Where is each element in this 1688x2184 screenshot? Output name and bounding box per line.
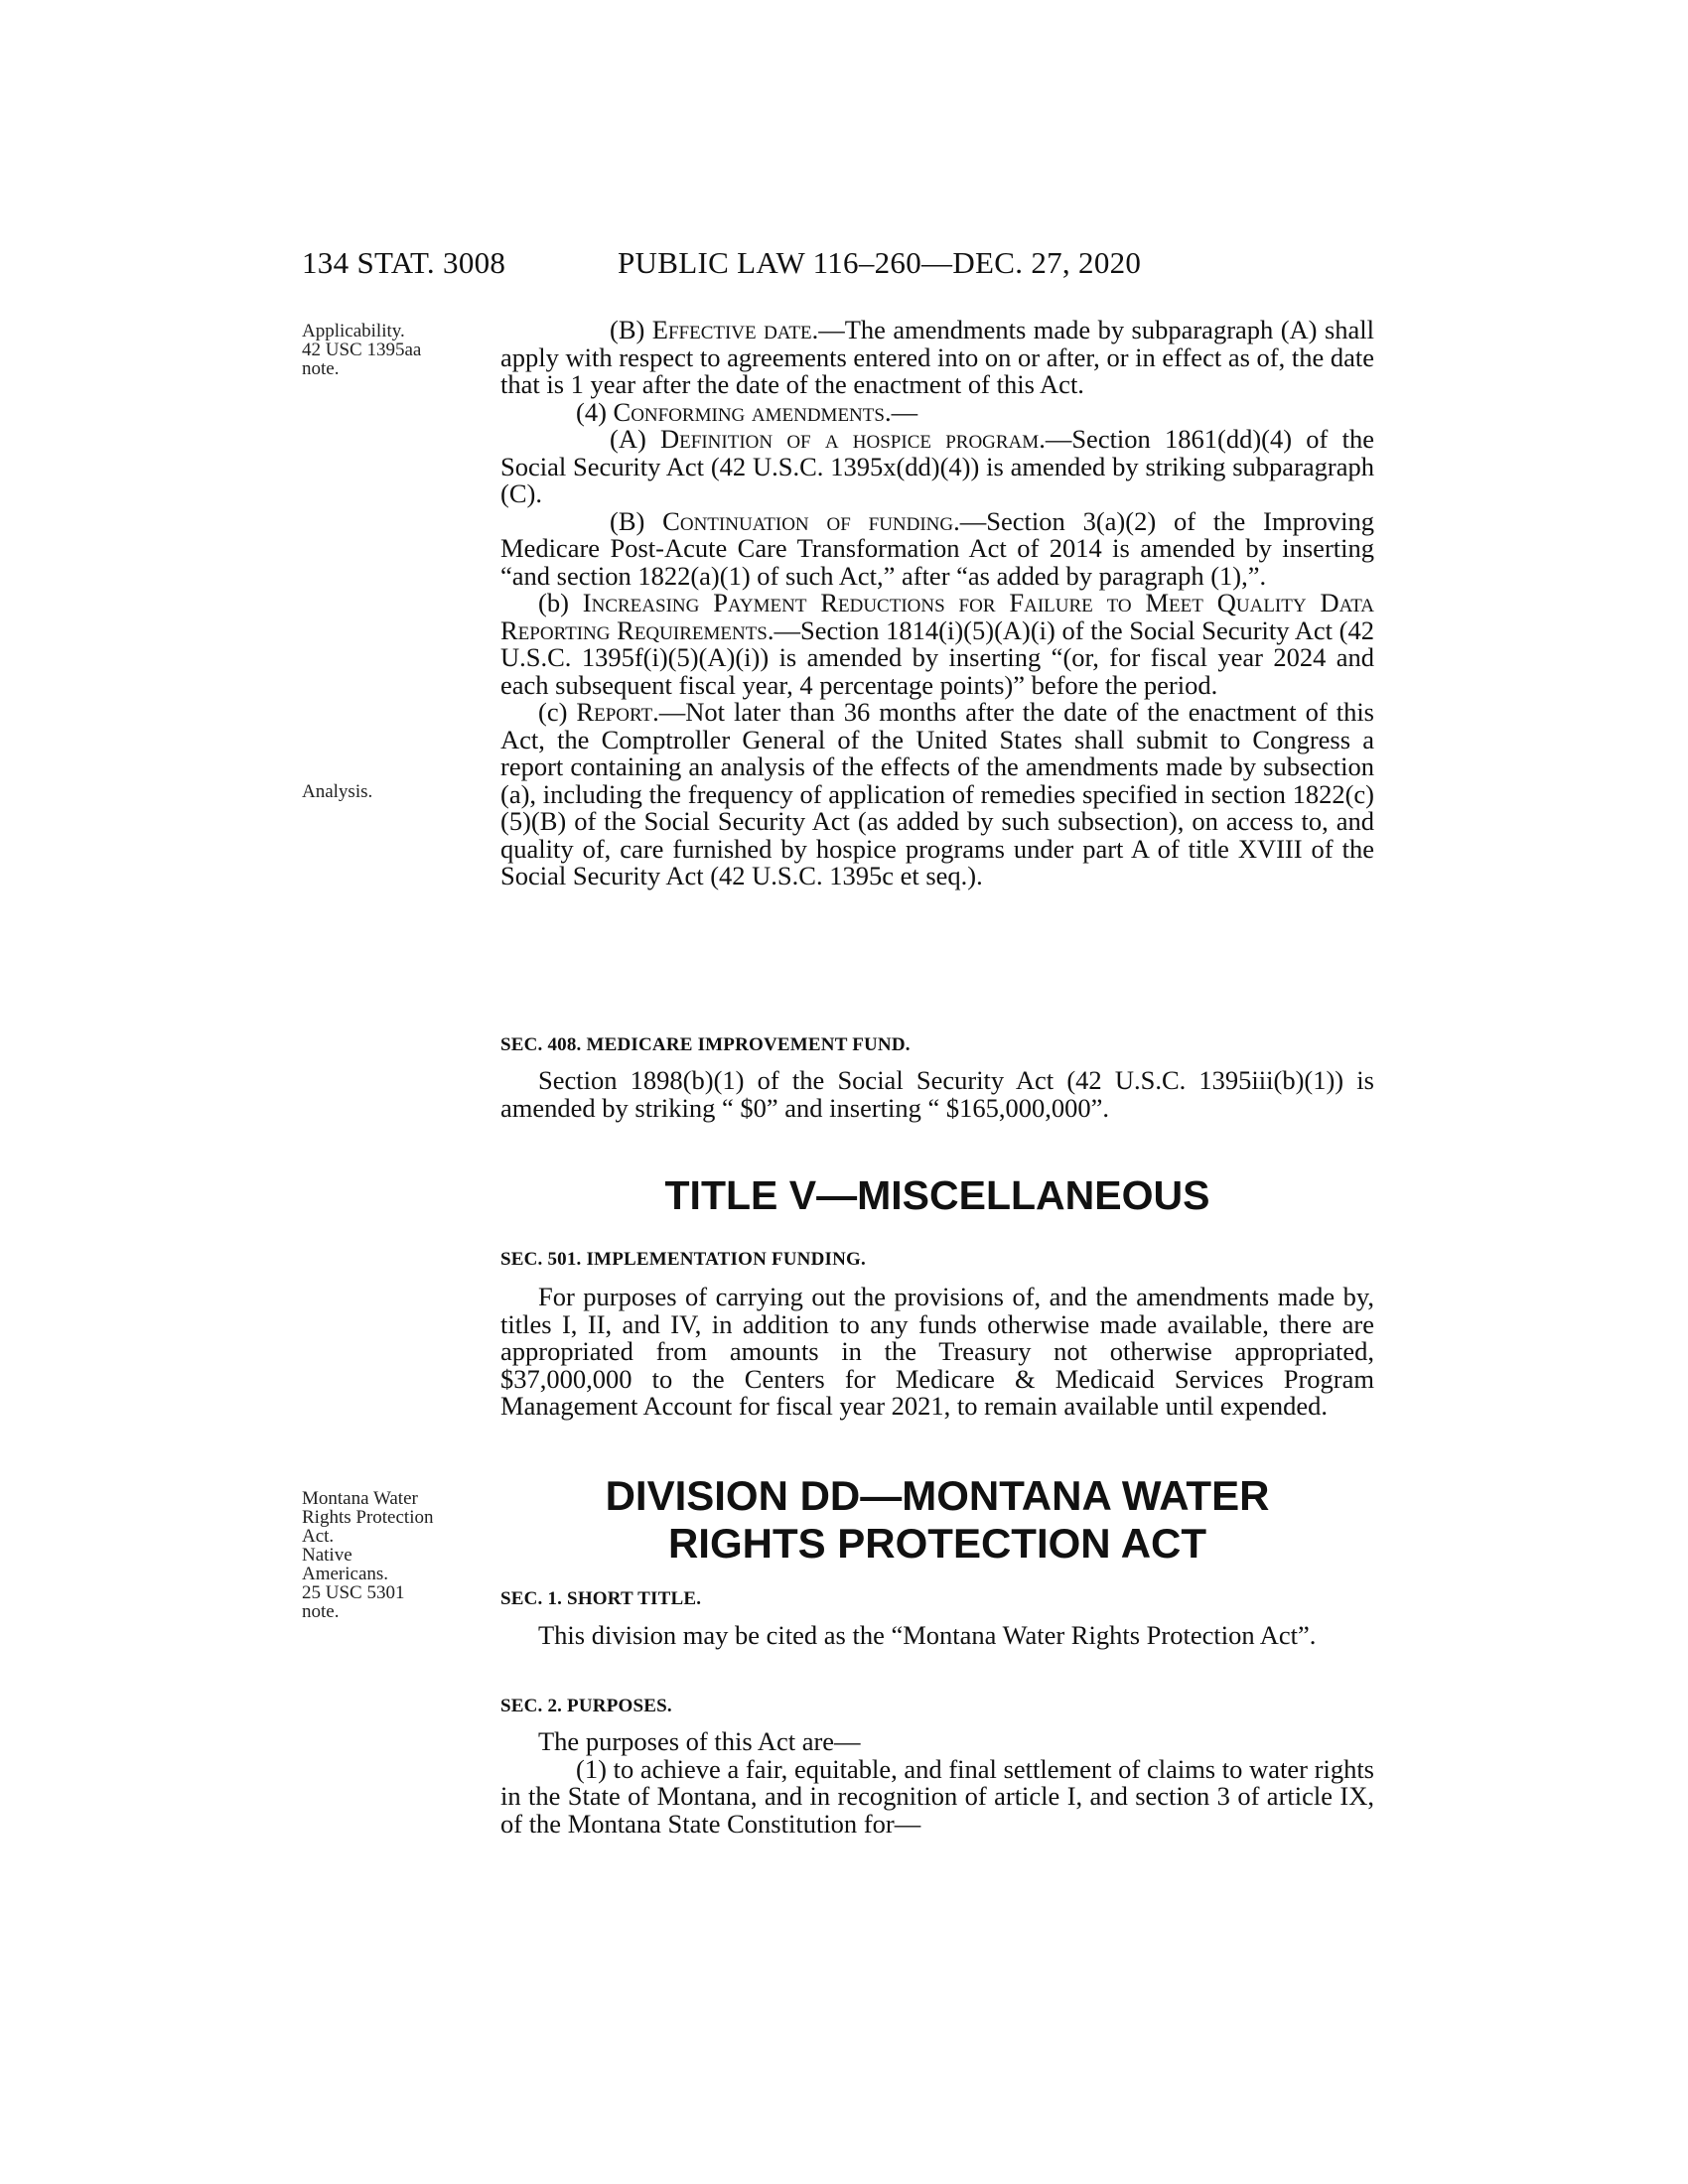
para-b-effective-date: (B) Effective date.—The amendments made by subparagraph (A) shall apply with respect to agreements entered into on or after, or in effect as of, the date that is 1 year after the date of the enactment of this Act. bbox=[500, 315, 1374, 399]
section-1-heading: SEC. 1. SHORT TITLE. bbox=[500, 1588, 702, 1609]
running-header: PUBLIC LAW 116–260—DEC. 27, 2020 bbox=[618, 245, 1142, 280]
para-a-definition: (A) Definition of a hospice program.—Section 1861(dd)(4) of the Social Security Act (42 U.S.C. 1395x(dd)(4)) is amended by striking subparagraph (C). bbox=[500, 424, 1374, 508]
paragraph-block-1 bbox=[500, 317, 1374, 890]
margin-note-applicability: Applicability. 42 USC 1395aa note. bbox=[302, 321, 422, 379]
title-v-heading: TITLE V—MISCELLANEOUS bbox=[664, 1172, 1210, 1218]
division-dd-line-2: RIGHTS PROTECTION ACT bbox=[667, 1520, 1207, 1567]
section-501-body: For purposes of carrying out the provisions of, and the amendments made by, titles I, II, and IV, in addition to any funds otherwise made available, there are appropriated from amounts in the Treasury not otherwise appropriated, $37,000,000 to the Centers for Medicare & Medicaid Services Program Management Account for fiscal year 2021, to remain available until expended. bbox=[500, 1282, 1374, 1421]
division-dd-heading bbox=[500, 1472, 1374, 1568]
para-4-conforming: (4) Conforming amendments.— bbox=[576, 396, 918, 427]
para-c-report: (c) Report.—Not later than 36 months after the date of the enactment of this Act, the Comptroller General of the United States shall submit to Congress a report containing an analysis of the effects of the amendments made by subsection (a), including the frequency of application of remedies specified in section 1822(c)(5)(B) of the Social Security Act (as added by such subsection), on access to, and quality of, care furnished by hospice programs under part A of title XVIII of the Social Security Act (42 U.S.C. 1395c et seq.). bbox=[500, 697, 1374, 890]
para-b-increasing: (b) Increasing Payment Reductions for Failure to Meet Quality Data Reporting Requirements.—Section 1814(i)(5)(A)(i) of the Social Security Act (42 U.S.C. 1395f(i)(5)(A)(i)) is amended by inserting “(or, for fiscal year 2024 and each subsequent fiscal year, 4 percentage points)” before the period. bbox=[500, 588, 1374, 700]
section-2-heading: SEC. 2. PURPOSES. bbox=[500, 1696, 672, 1716]
section-2-body: The purposes of this Act are— (1) to achieve a fair, equitable, and final settlement of claims to water rights in the State of Montana, and in recognition of article I, and section 3 of article IX, of the Montana State Constitution for— bbox=[500, 1726, 1374, 1839]
margin-note-analysis: Analysis. bbox=[302, 781, 373, 802]
section-1-body: This division may be cited as the “Montana Water Rights Protection Act”. bbox=[538, 1620, 1317, 1650]
division-dd-line-1: DIVISION DD—MONTANA WATER bbox=[605, 1472, 1270, 1519]
section-408-heading: SEC. 408. MEDICARE IMPROVEMENT FUND. bbox=[500, 1034, 911, 1055]
margin-note-montana: Montana Water Rights Protection Act. Native Americans. 25 USC 5301 note. bbox=[302, 1488, 434, 1622]
section-2-item-1: (1) to achieve a fair, equitable, and final settlement of claims to water rights in the State of Montana, and in recognition of article I, and section 3 of article IX, of the Montana State Constitution for— bbox=[500, 1753, 1374, 1839]
statute-page-number: 134 STAT. 3008 bbox=[302, 245, 506, 280]
section-501-heading: SEC. 501. IMPLEMENTATION FUNDING. bbox=[500, 1249, 866, 1270]
para-b-continuation: (B) Continuation of funding.—Section 3(a)(2) of the Improving Medicare Post-Acute Care Transformation Act of 2014 is amended by inserting “and section 1822(a)(1) of such Act,” after “as added by paragraph (1),”. bbox=[500, 505, 1375, 591]
section-408-body: Section 1898(b)(1) of the Social Security Act (42 U.S.C. 1395iii(b)(1)) is amended by striking “ $0” and inserting “ $165,000,000”. bbox=[500, 1065, 1374, 1123]
